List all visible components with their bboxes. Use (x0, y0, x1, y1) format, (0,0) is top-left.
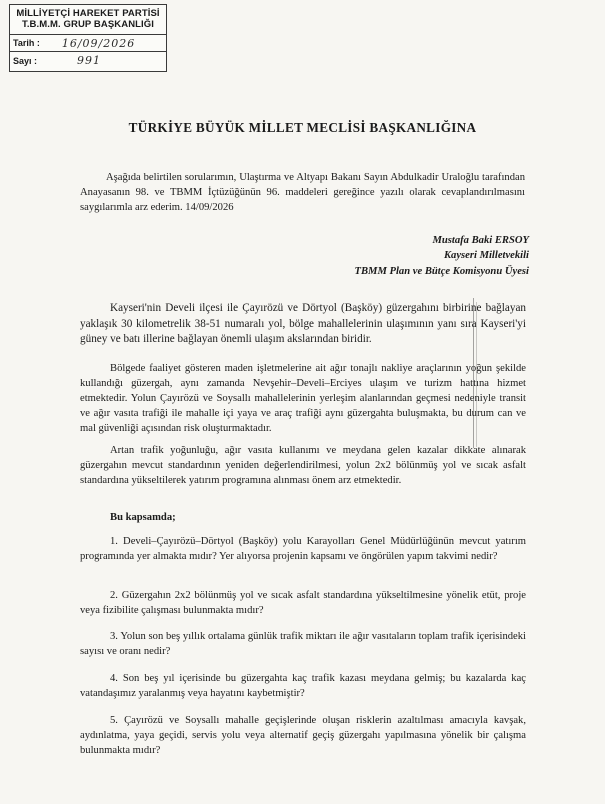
scope-heading: Bu kapsamda; (110, 512, 176, 523)
stamp-date-row (10, 35, 166, 52)
registry-stamp (9, 4, 167, 72)
question-1: 1. Develi–Çayırözü–Dörtyol (Başköy) yolu Karayolları Genel Müdürlüğünün mevcut yatırım programında yer almakta mıdır? Yer alıyorsa projenin kapsamı ve öngörülen yapım takvimi nedir? (80, 536, 526, 562)
signatory-name: Mustafa Baki ERSOY (432, 235, 529, 246)
stamp-date-label: Tarih : (13, 38, 40, 48)
question-2: 2. Güzergahın 2x2 bölünmüş yol ve sıcak asfalt standardına yükseltilmesine yönelik etüt, proje veya fizibilite çalışması bulunmakta mıdır? (80, 590, 526, 616)
stamp-number-label: Sayı : (13, 55, 38, 66)
stamp-date-value: 16/09/2026 (61, 36, 136, 50)
stamp-number-row (10, 52, 166, 69)
signature-block (269, 233, 529, 279)
intro-paragraph: Aşağıda belirtilen sorularımın, Ulaştırma ve Altyapı Bakanı Sayın Abdulkadir Uraloğlu tarafından Anayasanın 98. ve TBMM İçtüzüğünün 96. maddeleri gereğince yazılı olarak cevaplandırılmasını saygılarımla arz ederim. 14/09/2026 (80, 172, 525, 213)
stamp-organization (10, 5, 166, 35)
scan-artifact-line (476, 302, 477, 447)
stamp-org-line1: MİLLİYETÇİ HAREKET PARTİSİ (16, 8, 160, 19)
scan-artifact-line (473, 298, 474, 448)
body-paragraph-1: Kayseri'nin Develi ilçesi ile Çayırözü ve Dörtyol (Başköy) güzergahını birbirine bağlayan yaklaşık 30 kilometrelik 38-51 numaralı yol, bölge mahallelerinin ulaşımının yanı sıra Kayseri'yi güney ve batı illerine bağlayan önemli ulaşım akslarından biridir. (80, 302, 526, 346)
document-title: TÜRKİYE BÜYÜK MİLLET MECLİSİ BAŞKANLIĞINA (128, 120, 477, 135)
stamp-number-value: 991 (77, 54, 102, 67)
question-4: 4. Son beş yıl içerisinde bu güzergahta kaç trafik kazası meydana gelmiş; bu kazalarda kaç vatandaşımız yaralanmış veya hayatını kaybetmiştir? (80, 673, 526, 699)
signatory-committee: TBMM Plan ve Bütçe Komisyonu Üyesi (354, 265, 529, 277)
question-3: 3. Yolun son beş yıllık ortalama günlük trafik miktarı ile ağır vasıtaların toplam trafik içerisindeki sayısı ve oranı nedir? (80, 631, 526, 657)
body-paragraph-3: Artan trafik yoğunluğu, ağır vasıta kullanımı ve meydana gelen kazalar dikkate alınarak güzergahın mevcut standardının yeniden değerlendirilmesi, yolun 2x2 bölünmüş yol ve sıcak asfalt standardına yükseltilerek yatırım programına alınması önem arz etmektedir. (80, 445, 526, 486)
signatory-role: Kayseri Milletvekili (443, 250, 529, 262)
stamp-org-line2: T.B.M.M. GRUP BAŞKANLIĞI (21, 19, 155, 30)
question-5: 5. Çayırözü ve Soysallı mahalle geçişlerinde oluşan risklerin azaltılması amacıyla kavşak, aydınlatma, yaya geçidi, servis yolu veya alternatif geçiş güzergahı yapılmasına yönelik bir çalışma bulunmakta mıdır? (80, 715, 526, 756)
body-paragraph-2: Bölgede faaliyet gösteren maden işletmelerine ait ağır tonajlı nakliye araçlarının yoğun şekilde kullandığı güzergah, aynı zamanda Nevşehir–Develi–Erciyes ulaşım ve turizm hattına hizmet etmektedir. Yolun Çayırözü ve Soysallı mahallelerinin yerleşim alanlarından geçmesi nedeniyle transit ve ağır vasıta trafiği ile mahalle içi yaya ve araç trafiği aynı güzergahta buluşmakta, bu durum can ve mal güvenliği açısından risk oluşturmaktadır. (80, 363, 526, 434)
